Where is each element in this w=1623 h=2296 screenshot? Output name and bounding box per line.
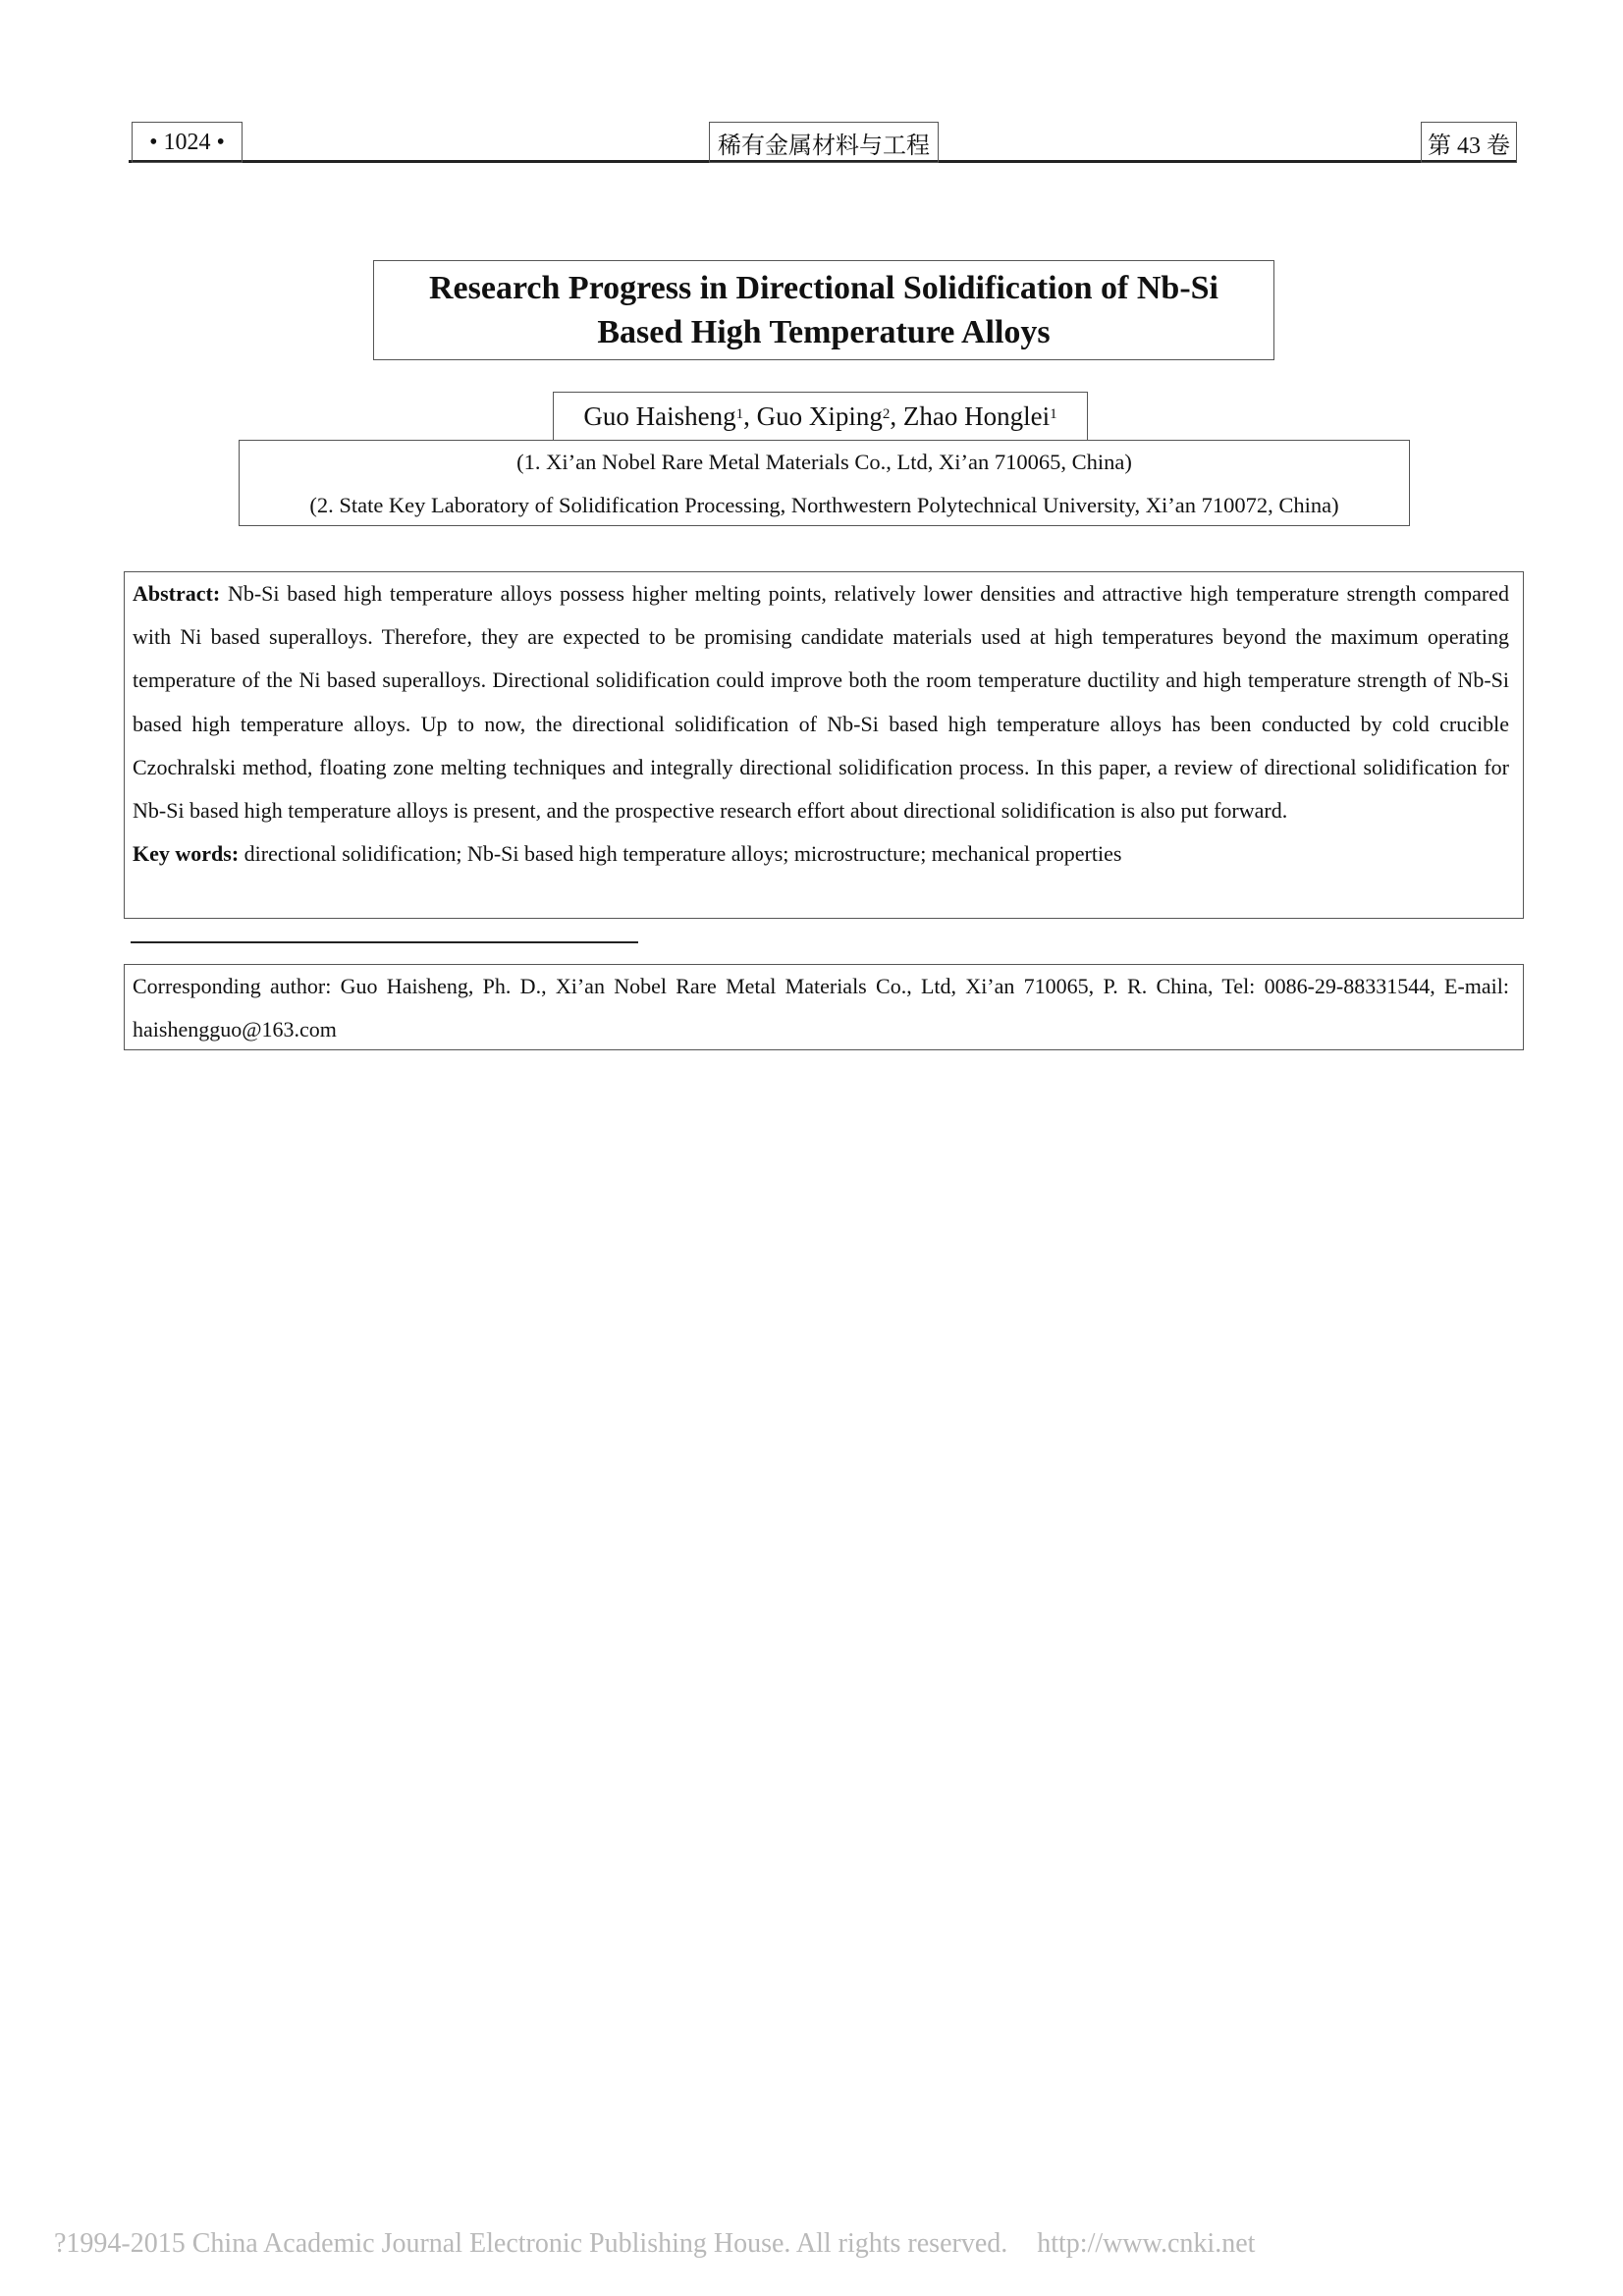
abstract-box (124, 571, 1524, 919)
journal-name: 稀有金属材料与工程 (709, 122, 939, 163)
author-affil-mark: 1 (735, 405, 744, 422)
copyright-text: ?1994-2015 China Academic Journal Electronic Publishing House. All rights reserved. (54, 2228, 1008, 2259)
author-affil-mark: 2 (882, 405, 891, 422)
author-name: Guo Xiping (756, 400, 883, 431)
keywords-text: directional solidification; Nb-Si based high temperature alloys; microstructure; mechanical properties (243, 841, 1122, 867)
paper-title (373, 260, 1274, 360)
keywords-label: Key words: (133, 841, 240, 867)
corresponding-author: Corresponding author: Guo Haisheng, Ph. D., Xi’an Nobel Rare Metal Materials Co., Ltd, Xi’an 710065, P. R. China, Tel: 0086-29-88331544, E-mail: haishengguo@163.com (124, 964, 1524, 1050)
author-name: Guo Haisheng (583, 400, 736, 431)
affiliation-line: (1. Xi’an Nobel Rare Metal Materials Co., Ltd, Xi’an 710065, China) (516, 450, 1132, 474)
volume-label: 第 43 卷 (1421, 122, 1517, 163)
abstract-label: Abstract: (133, 581, 221, 606)
author-affil-mark: 1 (1050, 405, 1057, 422)
affiliation-line: (2. State Key Laboratory of Solidification Processing, Northwestern Polytechnical University, Xi’an 710072, China) (309, 493, 1339, 517)
author-list: Guo Haisheng $^1$ , Guo Xiping $^2$ , Zhao Honglei $^1$ (553, 392, 1088, 441)
title-line-2: Based High Temperature Alloys (597, 314, 1051, 350)
page-number: • 1024 • (132, 122, 243, 163)
author-name: Zhao Honglei (902, 400, 1051, 431)
footnote-rule (131, 941, 638, 943)
affiliations (239, 440, 1410, 526)
abstract-text: Nb-Si based high temperature alloys possess higher melting points, relatively lower densities and attractive high temperature strength compared with Ni based superalloys. Therefore, they are expected to be promising candidate materials used at high temperatures beyond the maximum operating temperature of the Ni based superalloys. Directional solidification could improve both the room temperature ductility and high temperature strength of Nb-Si based high temperature alloys. Up to now, the directional solidification of Nb-Si based high temperature alloys has been conducted by cold crucible Czochralski method, floating zone melting techniques and integrally directional solidification process. In this paper, a review of directional solidification for Nb-Si based high temperature alloys is present, and the prospective research effort about directional solidification is also put forward. (133, 581, 1509, 824)
keywords-paragraph (133, 832, 1509, 876)
footer-url[interactable]: http://www.cnki.net (1037, 2228, 1256, 2259)
title-line-1: Research Progress in Directional Solidification of Nb-Si (428, 270, 1218, 306)
abstract-paragraph (133, 572, 1509, 832)
copyright-footer (54, 2228, 1478, 2268)
